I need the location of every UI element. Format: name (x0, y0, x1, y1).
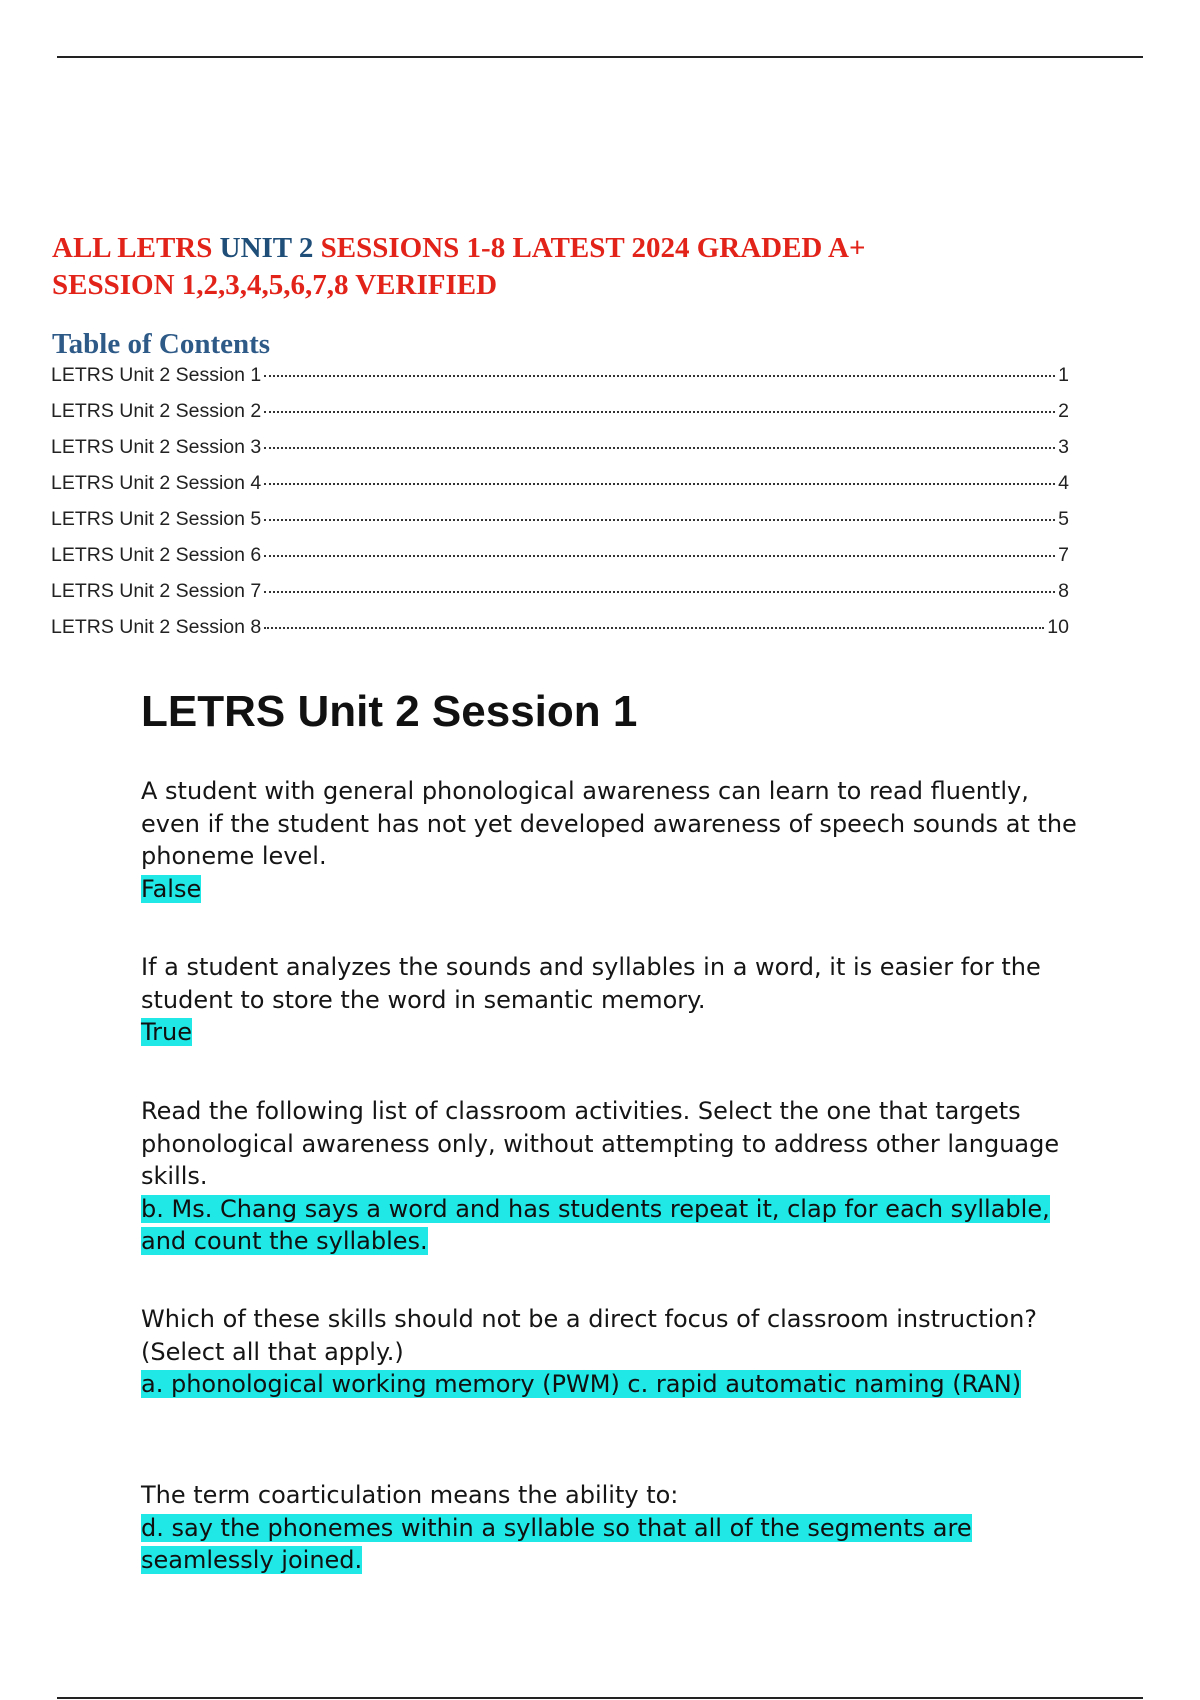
bottom-rule (57, 1697, 1143, 1699)
toc-entry-label: LETRS Unit 2 Session 1 (51, 364, 262, 386)
toc-entry-page: 7 (1058, 544, 1069, 566)
document-title (52, 230, 1052, 304)
question-block (141, 951, 1081, 1049)
toc-entry-page: 4 (1058, 472, 1069, 494)
toc-entry-page: 2 (1058, 400, 1069, 422)
toc-leader (264, 519, 1055, 521)
toc-entry-page: 8 (1058, 580, 1069, 602)
toc-entry-label: LETRS Unit 2 Session 5 (51, 508, 262, 530)
toc-entry-page: 1 (1058, 364, 1069, 386)
toc-leader (264, 375, 1055, 377)
title-line-2: SESSION 1,2,3,4,5,6,7,8 VERIFIED (52, 269, 498, 301)
toc-entry[interactable] (51, 508, 1069, 544)
toc-entry-page: 5 (1058, 508, 1069, 530)
question-block (141, 1303, 1081, 1401)
question-text: Read the following list of classroom activities. Select the one that targets phonological awareness only, without attempting to address other language skills. (141, 1097, 1060, 1190)
toc-entry[interactable] (51, 364, 1069, 400)
title-part-1: ALL LETRS (52, 232, 220, 264)
question-block (141, 1095, 1081, 1258)
toc-entry-label: LETRS Unit 2 Session 2 (51, 400, 262, 422)
highlighted-answer: b. Ms. Chang says a word and has students repeat it, clap for each syllable, and count the syllables. (141, 1194, 1050, 1255)
toc-entry[interactable] (51, 436, 1069, 472)
question-text: The term coarticulation means the ability to: (141, 1481, 679, 1509)
toc-entry-label: LETRS Unit 2 Session 4 (51, 472, 262, 494)
highlighted-answer: False (141, 874, 202, 903)
question-text: If a student analyzes the sounds and syllables in a word, it is easier for the student to store the word in semantic memory. (141, 953, 1041, 1014)
toc-entry[interactable] (51, 400, 1069, 436)
toc-entry[interactable] (51, 580, 1069, 616)
toc-entry-label: LETRS Unit 2 Session 8 (51, 616, 262, 638)
toc-leader (264, 627, 1044, 629)
title-part-unit: UNIT 2 (219, 232, 314, 264)
title-part-2: SESSIONS 1-8 LATEST 2024 GRADED A+ (313, 232, 866, 264)
toc-heading: Table of Contents (52, 328, 271, 360)
toc-leader (264, 411, 1055, 413)
toc-entry-label: LETRS Unit 2 Session 3 (51, 436, 262, 458)
toc-leader (264, 591, 1055, 593)
toc-entry-label: LETRS Unit 2 Session 7 (51, 580, 262, 602)
top-rule (57, 56, 1143, 58)
question-block (141, 775, 1081, 905)
question-text: A student with general phonological awareness can learn to read fluently, even if the student has not yet developed awareness of speech sounds at the phoneme level. (141, 777, 1077, 870)
section-heading: LETRS Unit 2 Session 1 (141, 687, 638, 736)
highlighted-answer: d. say the phonemes within a syllable so that all of the segments are seamlessly joined. (141, 1513, 972, 1574)
question-text: Which of these skills should not be a direct focus of classroom instruction? (Select all that apply.) (141, 1305, 1038, 1366)
toc-entry-page: 3 (1058, 436, 1069, 458)
toc-leader (264, 483, 1055, 485)
toc-entry[interactable] (51, 472, 1069, 508)
toc-leader (264, 555, 1055, 557)
toc-entry[interactable] (51, 544, 1069, 580)
toc-entry-page: 10 (1047, 616, 1069, 638)
toc-entry-label: LETRS Unit 2 Session 6 (51, 544, 262, 566)
highlighted-answer: a. phonological working memory (PWM) c. rapid automatic naming (RAN) (141, 1370, 1022, 1398)
table-of-contents (51, 364, 1069, 652)
highlighted-answer: True (141, 1018, 192, 1046)
question-block (141, 1479, 1081, 1577)
toc-leader (264, 447, 1055, 449)
toc-entry[interactable] (51, 616, 1069, 652)
